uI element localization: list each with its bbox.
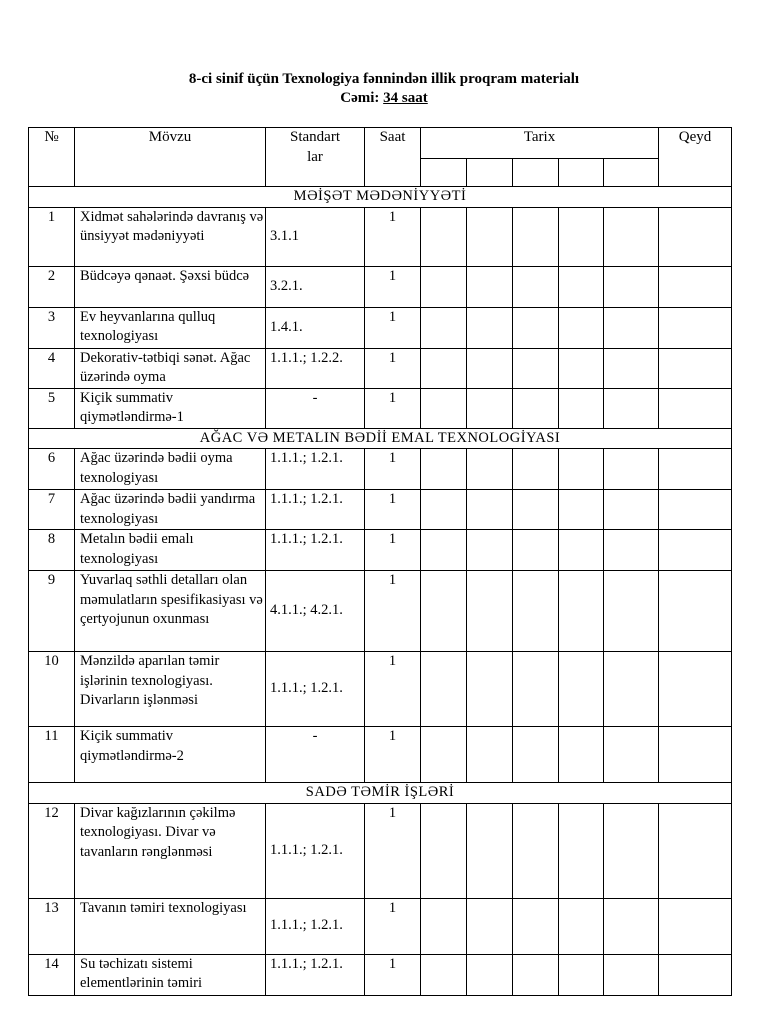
row-date-cell <box>559 266 604 307</box>
row-date-cell <box>559 803 604 898</box>
date-subcell <box>421 158 467 186</box>
row-hours: 1 <box>365 348 421 388</box>
section-title: AĞAC VƏ METALIN BƏDİİ EMAL TEXNOLOGİYASI <box>29 428 732 449</box>
row-hours: 1 <box>365 266 421 307</box>
row-number: 14 <box>29 954 75 995</box>
table-row <box>29 207 732 266</box>
row-hours: 1 <box>365 954 421 995</box>
table-row <box>29 348 732 388</box>
row-standards: 1.1.1.; 1.2.1. <box>266 530 365 571</box>
row-date-cell <box>604 652 659 727</box>
row-topic: Kiçik summativ qiymətləndirmə-2 <box>75 727 266 783</box>
row-standards: - <box>266 727 365 783</box>
row-date-cell <box>467 348 513 388</box>
row-topic: Ağac üzərində bədii oyma texnologiyası <box>75 449 266 490</box>
row-date-cell <box>513 954 559 995</box>
row-topic: Yuvarlaq səthli detalları olan məmulatların spesifikasiyası və çertyojunun oxunması <box>75 571 266 652</box>
table-row <box>29 652 732 727</box>
row-note-cell <box>659 490 732 530</box>
row-topic: Xidmət sahələrində davranış və ünsiyyət mədəniyyəti <box>75 207 266 266</box>
row-date-cell <box>513 388 559 428</box>
row-standards: 1.1.1.; 1.2.2. <box>266 348 365 388</box>
row-date-cell <box>559 954 604 995</box>
row-hours: 1 <box>365 803 421 898</box>
row-date-cell <box>467 307 513 348</box>
row-date-cell <box>421 307 467 348</box>
row-date-cell <box>604 954 659 995</box>
row-date-cell <box>467 388 513 428</box>
row-note-cell <box>659 652 732 727</box>
row-date-cell <box>513 449 559 490</box>
row-topic: Tavanın təmiri texnologiyası <box>75 898 266 954</box>
row-number: 13 <box>29 898 75 954</box>
row-hours: 1 <box>365 307 421 348</box>
row-note-cell <box>659 348 732 388</box>
row-date-cell <box>421 348 467 388</box>
row-note-cell <box>659 803 732 898</box>
table-row <box>29 898 732 954</box>
row-hours: 1 <box>365 490 421 530</box>
row-note-cell <box>659 571 732 652</box>
row-date-cell <box>604 803 659 898</box>
row-date-cell <box>604 307 659 348</box>
row-date-cell <box>467 571 513 652</box>
row-date-cell <box>604 449 659 490</box>
row-topic: Mənzildə aparılan təmir işlərinin texnologiyası. Divarların işlənməsi <box>75 652 266 727</box>
row-standards: 3.1.1 <box>266 207 365 266</box>
row-date-cell <box>467 898 513 954</box>
row-date-cell <box>604 530 659 571</box>
row-number: 8 <box>29 530 75 571</box>
row-standards: 1.1.1.; 1.2.1. <box>266 803 365 898</box>
row-date-cell <box>513 530 559 571</box>
document-title <box>0 70 768 108</box>
row-topic: Ağac üzərində bədii yandırma texnologiyası <box>75 490 266 530</box>
table-row <box>29 388 732 428</box>
row-date-cell <box>604 898 659 954</box>
program-table <box>28 127 732 996</box>
row-date-cell <box>513 652 559 727</box>
row-hours: 1 <box>365 207 421 266</box>
row-date-cell <box>467 954 513 995</box>
row-date-cell <box>559 207 604 266</box>
row-note-cell <box>659 449 732 490</box>
row-date-cell <box>559 388 604 428</box>
table-row <box>29 727 732 783</box>
row-topic: Su təchizatı sistemi elementlərinin təmiri <box>75 954 266 995</box>
row-note-cell <box>659 207 732 266</box>
row-topic: Metalın bədii emalı texnologiyası <box>75 530 266 571</box>
row-date-cell <box>513 207 559 266</box>
row-note-cell <box>659 307 732 348</box>
header-hours: Saat <box>365 128 421 187</box>
row-hours: 1 <box>365 388 421 428</box>
row-date-cell <box>559 727 604 783</box>
row-standards: - <box>266 388 365 428</box>
row-date-cell <box>513 803 559 898</box>
row-standards: 1.1.1.; 1.2.1. <box>266 954 365 995</box>
row-standards: 1.1.1.; 1.2.1. <box>266 490 365 530</box>
row-note-cell <box>659 530 732 571</box>
row-date-cell <box>421 803 467 898</box>
row-date-cell <box>604 727 659 783</box>
row-date-cell <box>559 571 604 652</box>
row-date-cell <box>421 571 467 652</box>
row-date-cell <box>513 727 559 783</box>
row-topic: Büdcəyə qənaət. Şəxsi büdcə <box>75 266 266 307</box>
header-standards: Standart lar <box>266 128 365 187</box>
row-date-cell <box>513 266 559 307</box>
row-note-cell <box>659 266 732 307</box>
row-date-cell <box>467 207 513 266</box>
row-topic: Kiçik summativ qiymətləndirmə-1 <box>75 388 266 428</box>
table-row <box>29 307 732 348</box>
row-date-cell <box>467 530 513 571</box>
row-date-cell <box>513 307 559 348</box>
row-date-cell <box>559 449 604 490</box>
row-date-cell <box>421 898 467 954</box>
row-number: 10 <box>29 652 75 727</box>
date-subcell <box>604 158 659 186</box>
row-date-cell <box>559 652 604 727</box>
row-date-cell <box>604 490 659 530</box>
row-note-cell <box>659 727 732 783</box>
title-line-2 <box>0 89 768 108</box>
row-date-cell <box>513 490 559 530</box>
table-row <box>29 449 732 490</box>
row-standards: 4.1.1.; 4.2.1. <box>266 571 365 652</box>
row-standards: 1.1.1.; 1.2.1. <box>266 652 365 727</box>
table-row <box>29 803 732 898</box>
row-date-cell <box>421 652 467 727</box>
row-date-cell <box>421 490 467 530</box>
row-date-cell <box>513 898 559 954</box>
row-topic: Divar kağızlarının çəkilmə texnologiyası. Divar və tavanların rənglənməsi <box>75 803 266 898</box>
row-standards: 1.1.1.; 1.2.1. <box>266 898 365 954</box>
row-date-cell <box>421 266 467 307</box>
header-note: Qeyd <box>659 128 732 187</box>
row-date-cell <box>467 727 513 783</box>
row-date-cell <box>421 388 467 428</box>
row-note-cell <box>659 388 732 428</box>
row-hours: 1 <box>365 898 421 954</box>
total-hours: 34 saat <box>383 90 428 106</box>
section-row <box>29 428 732 449</box>
row-date-cell <box>467 652 513 727</box>
table-header-row <box>29 128 732 159</box>
row-date-cell <box>467 490 513 530</box>
row-number: 4 <box>29 348 75 388</box>
table-row <box>29 490 732 530</box>
section-row <box>29 187 732 208</box>
row-standards: 3.2.1. <box>266 266 365 307</box>
date-subcell <box>559 158 604 186</box>
row-topic: Ev heyvanlarına qulluq texnologiyası <box>75 307 266 348</box>
table-row <box>29 954 732 995</box>
row-hours: 1 <box>365 530 421 571</box>
row-date-cell <box>559 307 604 348</box>
header-number: № <box>29 128 75 187</box>
row-date-cell <box>467 803 513 898</box>
section-title: SADƏ TƏMİR İŞLƏRİ <box>29 783 732 804</box>
row-standards: 1.4.1. <box>266 307 365 348</box>
row-number: 7 <box>29 490 75 530</box>
row-date-cell <box>604 348 659 388</box>
row-date-cell <box>421 207 467 266</box>
title-line-1: 8-ci sinif üçün Texnologiya fənnindən illik proqram materialı <box>188 71 580 87</box>
date-subcell <box>467 158 513 186</box>
row-date-cell <box>559 348 604 388</box>
row-standards: 1.1.1.; 1.2.1. <box>266 449 365 490</box>
row-date-cell <box>421 727 467 783</box>
row-date-cell <box>604 207 659 266</box>
row-number: 5 <box>29 388 75 428</box>
header-date: Tarix <box>421 128 659 159</box>
row-number: 6 <box>29 449 75 490</box>
row-hours: 1 <box>365 449 421 490</box>
row-note-cell <box>659 898 732 954</box>
row-date-cell <box>604 388 659 428</box>
date-subcell <box>513 158 559 186</box>
row-hours: 1 <box>365 571 421 652</box>
row-date-cell <box>604 571 659 652</box>
row-date-cell <box>421 530 467 571</box>
table-row <box>29 571 732 652</box>
header-topic: Mövzu <box>75 128 266 187</box>
row-date-cell <box>467 266 513 307</box>
row-note-cell <box>659 954 732 995</box>
total-label: Cəmi: <box>340 90 384 106</box>
row-number: 12 <box>29 803 75 898</box>
row-number: 9 <box>29 571 75 652</box>
table-row <box>29 530 732 571</box>
row-number: 3 <box>29 307 75 348</box>
row-number: 1 <box>29 207 75 266</box>
row-number: 11 <box>29 727 75 783</box>
row-date-cell <box>513 571 559 652</box>
row-date-cell <box>513 348 559 388</box>
section-title: MƏİŞƏT MƏDƏNİYYƏTİ <box>29 187 732 208</box>
row-date-cell <box>559 490 604 530</box>
row-number: 2 <box>29 266 75 307</box>
table-row <box>29 266 732 307</box>
row-date-cell <box>604 266 659 307</box>
row-date-cell <box>467 449 513 490</box>
row-date-cell <box>559 898 604 954</box>
row-date-cell <box>421 449 467 490</box>
row-topic: Dekorativ-tətbiqi sənət. Ağac üzərində oyma <box>75 348 266 388</box>
row-date-cell <box>421 954 467 995</box>
section-row <box>29 783 732 804</box>
row-hours: 1 <box>365 727 421 783</box>
row-hours: 1 <box>365 652 421 727</box>
row-date-cell <box>559 530 604 571</box>
